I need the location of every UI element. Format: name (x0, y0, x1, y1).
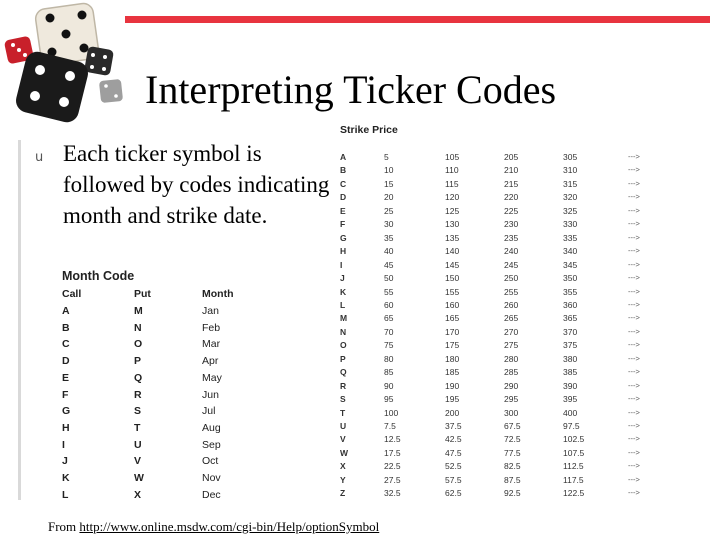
strike-value-cell: 120 (445, 192, 460, 203)
month-code-call-cell: G (62, 405, 71, 418)
month-code-call-cell: J (62, 455, 68, 468)
title-accent-bar (125, 16, 710, 23)
strike-value-cell: 315 (563, 178, 578, 189)
strike-value-cell: 360 (563, 299, 578, 310)
month-code-put-cell: S (134, 405, 142, 418)
strike-value-cell: 375 (563, 340, 578, 351)
source-footer (48, 519, 379, 535)
strike-value-cell: 255 (504, 286, 519, 297)
strike-code-cell: L (340, 299, 346, 310)
month-code-call-cell: L (62, 488, 69, 501)
continue-arrow: ---> (628, 232, 640, 242)
strike-value-cell: 210 (504, 165, 519, 176)
strike-value-cell: 340 (563, 246, 578, 257)
strike-value-cell: 35 (384, 232, 394, 243)
strike-value-cell: 140 (445, 246, 460, 257)
source-link[interactable]: http://www.online.msdw.com/cgi-bin/Help/optionSymbol (79, 519, 380, 534)
month-code-put-cell: W (134, 472, 144, 484)
strike-code-cell: W (340, 447, 349, 458)
strike-value-cell: 300 (504, 407, 519, 418)
continue-arrow: ---> (628, 461, 640, 471)
strike-value-cell: 275 (504, 340, 519, 351)
slide-title: Interpreting Ticker Codes (145, 67, 557, 112)
month-code-month-cell: Sep (202, 438, 221, 451)
continue-arrow: ---> (628, 259, 640, 269)
continue-arrow: ---> (628, 367, 640, 377)
strike-value-cell: 365 (563, 313, 578, 324)
month-code-call-cell: E (62, 371, 70, 384)
strike-value-cell: 395 (563, 394, 578, 405)
strike-value-cell: 92.5 (504, 488, 521, 499)
strike-value-cell: 82.5 (504, 461, 521, 472)
strike-value-cell: 70 (384, 326, 394, 337)
continue-arrow: ---> (628, 299, 640, 309)
strike-value-cell: 55 (384, 286, 394, 297)
strike-value-cell: 5 (384, 152, 389, 162)
continue-arrow: ---> (628, 273, 640, 283)
strike-value-cell: 260 (504, 299, 519, 310)
month-code-put-cell: T (134, 421, 141, 434)
strike-value-cell: 65 (384, 313, 394, 324)
left-divider (18, 140, 21, 500)
strike-value-cell: 102.5 (563, 434, 585, 445)
continue-arrow: ---> (628, 313, 640, 323)
continue-arrow: ---> (628, 340, 640, 350)
month-code-put-cell: U (134, 438, 142, 451)
strike-value-cell: 50 (384, 273, 394, 284)
bullet-text: Each ticker symbol is followed by codes indicating month and strike date. (63, 141, 330, 228)
continue-arrow: ---> (628, 152, 640, 161)
strike-value-cell: 17.5 (384, 447, 401, 458)
month-code-call-cell: I (62, 438, 65, 451)
strike-code-cell: J (340, 273, 345, 284)
strike-value-cell: 95 (384, 394, 394, 405)
strike-value-cell: 22.5 (384, 461, 401, 472)
month-code-put-cell: N (134, 321, 142, 334)
strike-value-cell: 215 (504, 178, 519, 189)
strike-value-cell: 240 (504, 246, 519, 257)
strike-value-cell: 77.5 (504, 447, 521, 458)
continue-arrow: ---> (628, 286, 640, 296)
strike-value-cell: 97.5 (563, 421, 580, 431)
strike-value-cell: 160 (445, 299, 460, 310)
month-code-put-cell: X (134, 488, 142, 501)
continue-arrow: ---> (628, 421, 640, 430)
continue-arrow: ---> (628, 353, 640, 363)
month-code-put-cell: R (134, 388, 142, 401)
continue-arrow: ---> (628, 165, 640, 175)
continue-arrow: ---> (628, 246, 640, 256)
strike-code-cell: Z (340, 488, 346, 499)
strike-value-cell: 225 (504, 205, 519, 216)
strike-value-cell: 100 (384, 407, 399, 418)
strike-value-cell: 165 (445, 313, 460, 324)
strike-value-cell: 27.5 (384, 474, 401, 485)
month-code-call-cell: K (62, 472, 70, 484)
strike-value-cell: 52.5 (445, 461, 462, 472)
month-code-month-cell: Dec (202, 488, 221, 501)
strike-value-cell: 230 (504, 219, 519, 230)
strike-value-cell: 90 (384, 380, 394, 391)
strike-value-cell: 145 (445, 259, 460, 270)
strike-value-cell: 270 (504, 326, 519, 337)
month-code-heading: Month Code (62, 269, 135, 283)
month-code-call-cell: B (62, 321, 70, 334)
strike-value-cell: 150 (445, 273, 460, 284)
strike-value-cell: 32.5 (384, 488, 401, 499)
strike-code-cell: Q (340, 367, 347, 378)
strike-value-cell: 350 (563, 273, 578, 284)
strike-code-cell: G (340, 232, 347, 243)
strike-value-cell: 80 (384, 353, 394, 364)
strike-value-cell: 67.5 (504, 421, 521, 431)
strike-value-cell: 390 (563, 380, 578, 391)
month-code-call-cell: A (62, 305, 70, 317)
continue-arrow: ---> (628, 447, 640, 457)
strike-value-cell: 115 (445, 178, 459, 189)
strike-value-cell: 295 (504, 394, 519, 405)
strike-value-cell: 265 (504, 313, 519, 324)
strike-code-cell: T (340, 407, 346, 418)
month-code-put-cell: P (134, 355, 142, 368)
strike-value-cell: 62.5 (445, 488, 462, 499)
strike-value-cell: 15 (384, 178, 394, 189)
month-code-call-cell: H (62, 421, 70, 434)
strike-value-cell: 290 (504, 380, 519, 391)
strike-value-cell: 220 (504, 192, 519, 203)
month-code-col-put: Put (134, 288, 151, 300)
month-code-month-cell: Aug (202, 421, 221, 434)
continue-arrow: ---> (628, 326, 640, 336)
strike-value-cell: 285 (504, 367, 519, 378)
month-code-put-cell: M (134, 305, 143, 317)
strike-value-cell: 72.5 (504, 434, 521, 445)
bullet-marker: u (35, 150, 44, 165)
month-code-call-cell: C (62, 338, 70, 351)
strike-code-cell: H (340, 246, 347, 257)
strike-value-cell: 25 (384, 205, 394, 216)
strike-value-cell: 10 (384, 165, 394, 176)
strike-value-cell: 47.5 (445, 447, 462, 458)
continue-arrow: ---> (628, 488, 640, 498)
strike-value-cell: 205 (504, 152, 519, 162)
strike-value-cell: 85 (384, 367, 394, 378)
continue-arrow: ---> (628, 178, 640, 188)
month-code-put-cell: Q (134, 371, 143, 384)
strike-value-cell: 130 (445, 219, 460, 230)
month-code-month-cell: Mar (202, 338, 221, 351)
strike-value-cell: 250 (504, 273, 519, 284)
strike-code-cell: R (340, 380, 347, 391)
continue-arrow: ---> (628, 205, 640, 215)
month-code-month-cell: Jul (202, 405, 216, 418)
continue-arrow: ---> (628, 474, 640, 484)
strike-value-cell: 107.5 (563, 447, 585, 458)
continue-arrow: ---> (628, 434, 640, 444)
strike-code-cell: X (340, 461, 346, 472)
strike-value-cell: 125 (445, 205, 460, 216)
dice-icon (0, 0, 125, 130)
strike-value-cell: 57.5 (445, 474, 462, 485)
strike-value-cell: 335 (563, 232, 578, 243)
strike-value-cell: 87.5 (504, 474, 521, 485)
strike-value-cell: 325 (563, 205, 578, 216)
strike-value-cell: 110 (445, 165, 459, 176)
strike-code-cell: K (340, 286, 347, 297)
month-code-call-cell: D (62, 355, 70, 368)
month-code-month-cell: Apr (202, 355, 219, 368)
strike-value-cell: 190 (445, 380, 460, 391)
strike-code-cell: A (340, 152, 347, 162)
strike-value-cell: 60 (384, 299, 394, 310)
continue-arrow: ---> (628, 380, 640, 390)
strike-value-cell: 305 (563, 152, 578, 162)
month-code-month-cell: Feb (202, 321, 221, 334)
month-code-call-cell: F (62, 388, 69, 401)
strike-value-cell: 175 (445, 340, 460, 351)
strike-value-cell: 170 (445, 326, 460, 337)
month-code-put-cell: V (134, 455, 142, 468)
strike-value-cell: 105 (445, 152, 460, 162)
month-code-month-cell: Jun (202, 388, 219, 401)
strike-value-cell: 345 (563, 259, 578, 270)
strike-code-cell: N (340, 326, 347, 337)
strike-value-cell: 385 (563, 367, 578, 378)
month-code-col-call: Call (62, 288, 82, 300)
strike-code-cell: U (340, 421, 347, 431)
strike-code-cell: B (340, 165, 347, 176)
continue-arrow: ---> (628, 407, 640, 417)
strike-code-cell: I (340, 259, 343, 270)
month-code-put-cell: O (134, 338, 143, 351)
strike-price-heading: Strike Price (340, 124, 398, 136)
strike-value-cell: 117.5 (563, 474, 584, 485)
continue-arrow: ---> (628, 394, 640, 404)
month-code-month-cell: Jan (202, 305, 219, 317)
continue-arrow: ---> (628, 192, 640, 202)
strike-code-cell: F (340, 219, 346, 230)
strike-value-cell: 320 (563, 192, 578, 203)
strike-code-cell: D (340, 192, 347, 203)
month-code-col-month: Month (202, 288, 234, 300)
strike-code-cell: P (340, 353, 346, 364)
strike-code-cell: Y (340, 474, 346, 485)
strike-value-cell: 380 (563, 353, 578, 364)
strike-code-cell: O (340, 340, 347, 351)
strike-value-cell: 42.5 (445, 434, 462, 445)
strike-value-cell: 40 (384, 246, 394, 257)
strike-value-cell: 280 (504, 353, 519, 364)
strike-value-cell: 155 (445, 286, 460, 297)
strike-value-cell: 75 (384, 340, 394, 351)
month-code-month-cell: Nov (202, 472, 221, 484)
strike-value-cell: 7.5 (384, 421, 396, 431)
strike-code-cell: C (340, 178, 347, 189)
strike-value-cell: 330 (563, 219, 578, 230)
month-code-month-cell: Oct (202, 455, 219, 468)
strike-value-cell: 185 (445, 367, 460, 378)
continue-arrow: ---> (628, 219, 640, 229)
strike-value-cell: 310 (563, 165, 578, 176)
month-code-month-cell: May (202, 371, 222, 384)
strike-value-cell: 180 (445, 353, 460, 364)
strike-value-cell: 45 (384, 259, 394, 270)
strike-value-cell: 30 (384, 219, 394, 230)
strike-value-cell: 12.5 (384, 434, 401, 445)
strike-code-cell: S (340, 394, 346, 405)
strike-value-cell: 135 (445, 232, 460, 243)
strike-value-cell: 122.5 (563, 488, 585, 499)
strike-value-cell: 195 (445, 394, 460, 405)
strike-value-cell: 370 (563, 326, 578, 337)
strike-value-cell: 400 (563, 407, 578, 418)
strike-value-cell: 235 (504, 232, 519, 243)
strike-value-cell: 112.5 (563, 461, 584, 472)
strike-code-cell: M (340, 313, 348, 324)
strike-value-cell: 355 (563, 286, 578, 297)
footer-prefix: From (48, 519, 80, 534)
strike-value-cell: 200 (445, 407, 460, 418)
strike-code-cell: E (340, 205, 346, 216)
strike-value-cell: 37.5 (445, 421, 462, 431)
strike-code-cell: V (340, 434, 346, 445)
strike-value-cell: 245 (504, 259, 519, 270)
strike-value-cell: 20 (384, 192, 394, 203)
